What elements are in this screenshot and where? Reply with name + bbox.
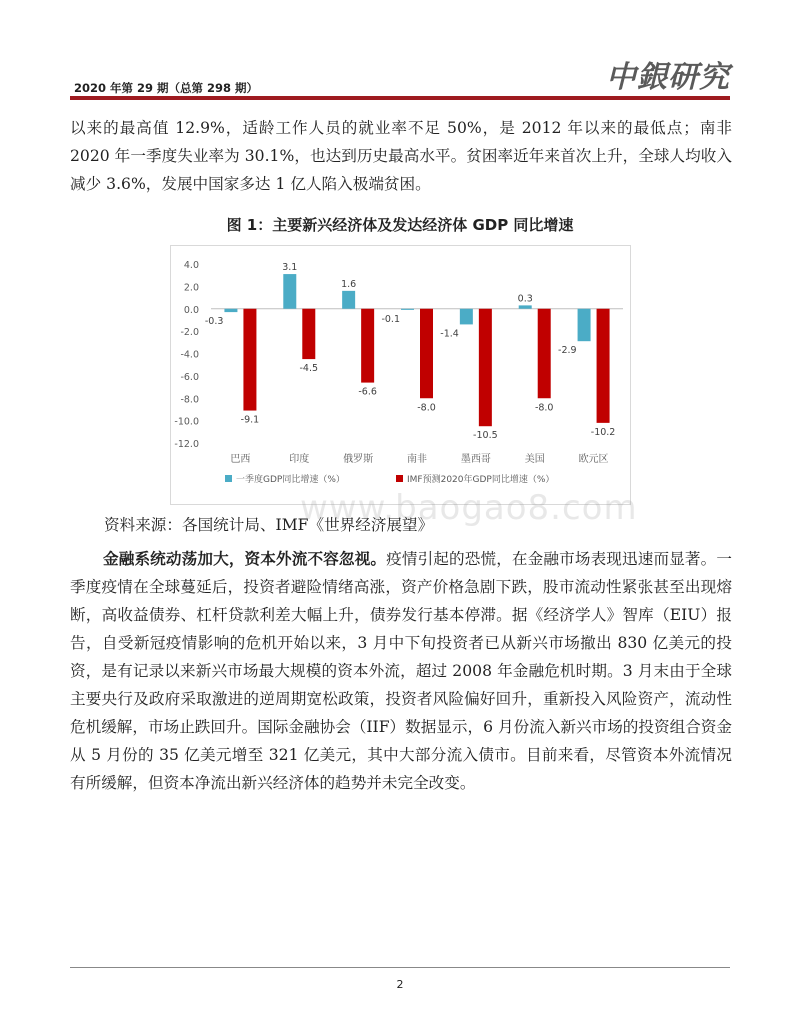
data-label: -10.5 — [473, 430, 498, 442]
data-label: 0.3 — [517, 293, 533, 305]
bar-q1 — [342, 291, 355, 309]
chart-container — [170, 245, 631, 505]
data-label: 1.6 — [341, 278, 357, 290]
bar-q1 — [224, 309, 237, 312]
x-category-label: 墨西哥 — [460, 454, 491, 465]
y-tick-label: -2.0 — [180, 327, 199, 339]
bar-q1 — [283, 274, 296, 309]
figure-source: 资料来源：各国统计局、IMF《世界经济展望》 — [104, 516, 434, 534]
bar-imf — [538, 309, 551, 399]
bar-imf — [420, 309, 433, 399]
x-category-label: 印度 — [289, 454, 310, 465]
data-label: -0.3 — [204, 316, 224, 328]
data-label: -9.1 — [240, 414, 260, 426]
legend-label-q1: 一季度GDP同比增速（%） — [236, 475, 345, 485]
bar-imf — [479, 309, 492, 426]
paragraph-body: 疫情引起的恐慌，在金融市场表现迅速而显著。一季度疫情在全球蔓延后，投资者避险情绪高涨，资产价格急剧下跌，股市流动性紧张甚至出现熔断，高收益债券、杠杆贷款利差大幅上升，债券发行基本停滞。据《经济学人》智库（EIU）报告，自受新冠疫情影响的危机开始以来，3 月中下旬投资者已从新兴市场撤出 830 亿美元的投资，是有记录以来新兴市场最大规模的资本外流，超过 2008 年金融危机时期。3 月末由于全球主要央行及政府采取激进的逆周期宽松政策，投资者风险偏好回升，重新投入风险资产，流动性危机缓解，市场止跌回升。国际金融协会（IIF）数据显示，6 月份流入新兴市场的投资组合资金从 5 月份的 35 亿美元增至 321 亿美元，其中大部分流入债市。目前来看，尽管资本外流情况有所缓解，但资本净流出新兴经济体的趋势并未完全改变。 — [70, 550, 732, 792]
watermark: www.baogao8.com — [300, 488, 638, 528]
bar-q1 — [578, 309, 591, 341]
data-label: -1.4 — [440, 328, 459, 340]
x-category-label: 美国 — [524, 454, 545, 465]
bar-q1 — [519, 305, 532, 308]
x-category-label: 南非 — [407, 454, 427, 465]
data-label: -0.1 — [381, 313, 400, 325]
data-label: -4.5 — [299, 363, 319, 375]
gdp-growth-chart — [171, 246, 630, 504]
bar-imf — [302, 309, 315, 359]
data-label: -2.9 — [558, 345, 577, 357]
legend-swatch-imf — [396, 475, 403, 482]
paragraph-lead: 金融系统动荡加大，资本外流不容忽视。 — [103, 550, 387, 568]
paragraph-intro: 以来的最高值 12.9%，适龄工作人员的就业率不足 50%，是 2012 年以来的最低点；南非 2020 年一季度失业率为 30.1%，也达到历史最高水平。贫困率近年来首次上升，全球人均收入减少 3.6%，发展中国家多达 1 亿人陷入极端贫困。 — [70, 119, 732, 193]
bar-imf — [597, 309, 610, 423]
bar-imf — [361, 309, 374, 383]
x-category-label: 巴西 — [230, 454, 251, 465]
header-issue: 2020 年第 29 期（总第 298 期） — [74, 81, 259, 95]
data-label: 3.1 — [282, 262, 298, 274]
data-label: -6.6 — [358, 386, 377, 398]
y-tick-label: -4.0 — [180, 349, 199, 361]
bar-q1 — [401, 309, 414, 310]
data-label: -8.0 — [417, 402, 436, 414]
header-rule — [70, 96, 730, 100]
footer-rule — [70, 967, 730, 968]
y-tick-label: -8.0 — [180, 394, 199, 406]
data-label: -10.2 — [590, 426, 616, 438]
x-category-label: 欧元区 — [578, 454, 609, 465]
y-tick-label: 2.0 — [183, 282, 199, 294]
y-tick-label: -12.0 — [174, 439, 199, 450]
bank-logo: 中銀研究 — [606, 60, 730, 95]
legend-swatch-q1 — [225, 475, 232, 482]
page-number: 2 — [396, 978, 404, 991]
y-tick-label: 0.0 — [183, 304, 199, 316]
y-tick-label: -10.0 — [174, 416, 199, 428]
bar-q1 — [460, 309, 473, 325]
legend-label-imf: IMF预测2020年GDP同比增速（%） — [407, 475, 555, 485]
paragraph-capital-flow — [70, 545, 732, 797]
x-category-label: 俄罗斯 — [343, 454, 374, 465]
y-tick-label: -6.0 — [180, 371, 199, 383]
bar-imf — [243, 309, 256, 411]
data-label: -8.0 — [534, 402, 554, 414]
y-tick-label: 4.0 — [183, 260, 199, 271]
figure-title: 图 1：主要新兴经济体及发达经济体 GDP 同比增速 — [226, 216, 574, 234]
